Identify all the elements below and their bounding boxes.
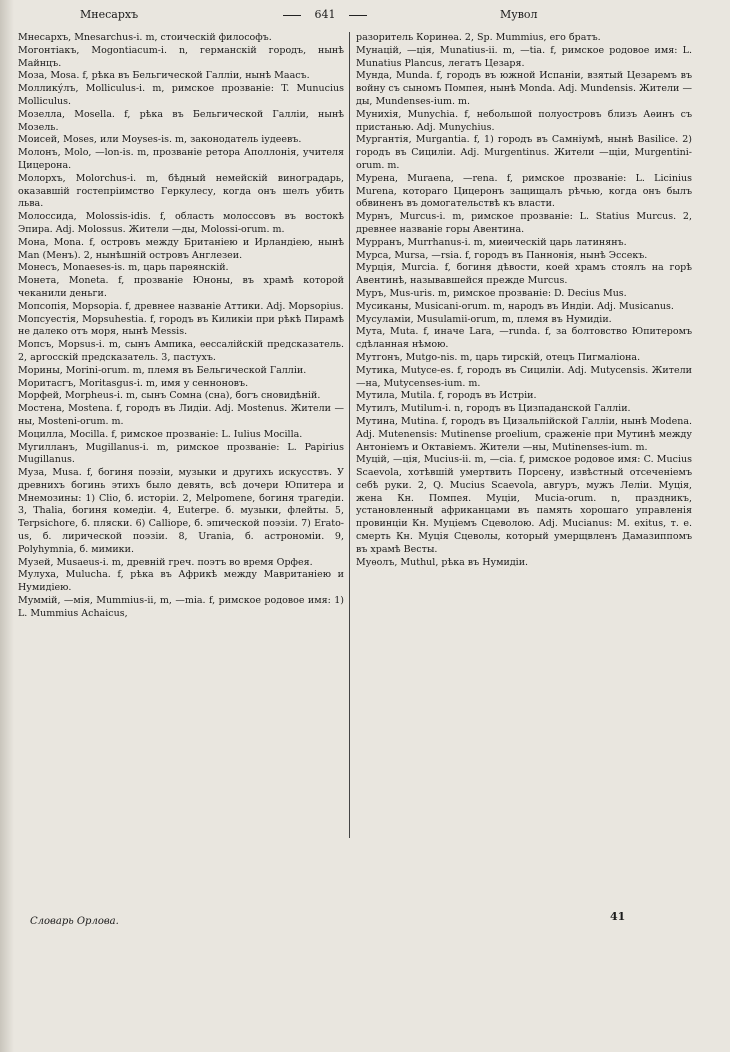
dictionary-entry: Морфей, Morpheus-i. m, сынъ Сомна (сна), богъ сновидѣній. bbox=[18, 390, 321, 402]
dictionary-entry: Мопсуестія, Mopsuhestia. f, городъ въ Киликіи при рѣкѣ Пирамѣ не далеко отъ моря, нынѣ Messis. bbox=[18, 313, 344, 338]
header-left-word: Мнесархъ bbox=[80, 8, 139, 21]
dictionary-entry: Мута, Muta. f, иначе Lara, —runda. f, за болтовство Юпитеромъ сдѣланная нѣмою. bbox=[356, 326, 692, 351]
left-column bbox=[18, 32, 344, 621]
dictionary-entry: Мутина, Mutina. f, городъ въ Цизальпійской Галліи, нынѣ Modena. Adj. Mutenensis: Mutinense proelium, сраженіе при Мутинѣ между Антоніемъ и Октавіемъ. Жители —ны, Mutinenses-ium. m. bbox=[356, 415, 692, 453]
dictionary-entry: Мона, Mona. f, островъ между Британіею и Ирландіею, нынѣ Man (Менъ). 2, нынѣшній островъ Англезеи. bbox=[18, 236, 344, 261]
dictionary-entry: Мнесархъ, Mnesarchus-i. m, стоическій философъ. bbox=[18, 32, 272, 43]
dictionary-entry: Мостена, Mostena. f, городъ въ Лидіи. Adj. Mostenus. Жители —ны, Mosteni-orum. m. bbox=[18, 403, 344, 427]
dictionary-entry: Мутила, Mutila. f, городъ въ Истріи. bbox=[356, 390, 537, 402]
header-page-number: 641 bbox=[275, 8, 375, 21]
dictionary-entry: разоритель Коринѳа. 2, Sp. Mummius, его братъ. bbox=[356, 32, 601, 43]
dictionary-entry: Мургантія, Murgantia. f, 1) городъ въ Самніумѣ, нынѣ Basilice. 2) городъ въ Сициліи. Adj. Murgentinus. Жители —щіи, Murgentini-orum. m. bbox=[356, 134, 692, 171]
dictionary-entry: Мунда, Munda. f, городъ въ южной Испаніи, взятый Цезаремъ въ войну съ сыномъ Помпея, нынѣ Monda. Adj. Mundensis. Жители —ды, Mundenses-ium. m. bbox=[356, 70, 692, 107]
footer-page-number: 41 bbox=[610, 910, 626, 923]
dictionary-entry: Мурнъ, Murcus-i. m, римское прозваніе: L. Statius Murcus. 2, древнее названіе горы Авентина. bbox=[356, 211, 692, 235]
dictionary-entry: Моритасгъ, Moritasgus-i. m, имя у сенноновъ. bbox=[18, 377, 249, 389]
dictionary-entry: Мопсъ, Mopsus-i. m, сынъ Ампика, ѳессалійскій предсказатель. 2, аргосскій предсказатель. 3, пастухъ. bbox=[18, 339, 344, 363]
dictionary-entry: Мурранъ, Murrhanus-i. m, миѳическій царь латинянъ. bbox=[356, 236, 627, 248]
dictionary-entry: Молорхъ, Molorchus-i. m, бѣдный немейскій виноградарь, оказавшій гостепріимство Геркулесу, когда онъ шелъ убить льва. bbox=[18, 172, 344, 210]
dictionary-entry: Моисей, Moses, или Moyses-is. m, законодатель іудеевъ. bbox=[18, 134, 302, 146]
dictionary-entry: Муцій, —ція, Mucius-ii. m, —cia. f, римское родовое имя: C. Mucius Scaevola, хотѣвшій умертвить Порсену, извѣстный отсеченіемъ себѣ руки. 2, Q. Mucius Scaevola, авгуръ, мужъ Леліи. Муція, жена Кн. Помпея. Муціи, Mucia-orum. n, праздникъ, установленный африканцами въ память хорошаго управленія провинціи Кн. Муціемъ Сцеволою. Adj. Mucianus: M. exitus, т. е. смерть Кн. Муція Сцеволы, который умерщвленъ Дамазиппомъ въ храмѣ Весты. bbox=[356, 454, 692, 555]
footer-publisher: Словарь Орлова. bbox=[30, 916, 119, 927]
dictionary-entry: Мутика, Mutyce-es. f, городъ въ Сициліи. Adj. Mutycensis. Жители —на, Mutycenses-ium. m. bbox=[356, 364, 692, 389]
dictionary-entry: Муза, Musa. f, богиня поэзіи, музыки и другихъ искусствъ. У древнихъ богинь этихъ было девять, всѣ дочери Юпитера и Мнемозины: 1) Clio, б. исторіи. 2, Melpomene, богиня трагедіи. 3, Thalia, богиня комедіи. 4, Euterpe. б. музыки, флейты. 5, Terpsichore, б. пляски. 6) Calliope, б. эпической поэзіи. 7) Erato-us, б. лирической поэзіи. 8, Urania, б. астрономіи. 9, Polyhymnia, б. мимики. bbox=[18, 467, 344, 555]
dictionary-entry: Мутилъ, Mutilum-i. n, городъ въ Цизпаданской Галліи. bbox=[356, 403, 631, 415]
dictionary-entry: Молонъ, Molo, —lon-is. m, прозваніе ретора Аполлонія, учителя Цицерона. bbox=[18, 147, 344, 171]
dictionary-entry: Морины, Morini-orum. m, племя въ Бельгической Галліи. bbox=[18, 364, 307, 376]
dictionary-entry: Мурена, Muraena, —rena. f, римское прозваніе: L. Licinius Murena, котораго Цицеронъ защищалъ рѣчью, когда онъ былъ обвиненъ въ домогательствѣ къ власти. bbox=[356, 172, 692, 210]
dictionary-entry: Моцилла, Mocilla. f, римское прозваніе: L. Iulius Mocilla. bbox=[18, 428, 303, 440]
dictionary-entry: Мурція, Murcia. f, богиня дѣвости, коей храмъ стоялъ на горѣ Авентинѣ, называвшейся прежде Murcus. bbox=[356, 262, 692, 287]
right-column bbox=[356, 32, 692, 569]
dictionary-entry: Могонтіакъ, Mogontiacum-i. n, германскій городъ, нынѣ Майнцъ. bbox=[18, 44, 344, 69]
dictionary-entry: Муръ, Mus-uris. m, римское прозваніе: D. Decius Mus. bbox=[356, 287, 627, 299]
dictionary-entry: Мутгонъ, Mutgo-nis. m, царь тирскій, отецъ Пигмаліона. bbox=[356, 351, 641, 363]
page-header bbox=[20, 6, 710, 24]
dictionary-entry: Муммій, —мія, Mummius-ii, m, —mia. f, римское родовое имя: 1) L. Mummius Achaicus, bbox=[18, 595, 344, 619]
dictionary-entry: Мунихія, Munychia. f, небольшой полуостровъ близъ Аѳинъ съ пристанью. Adj. Munychius. bbox=[356, 108, 692, 133]
dictionary-entry: Молоссида, Molossis-idis. f, область молоссовъ въ востокѣ Эпира. Adj. Molossus. Жители —ды, Molossi-orum. m. bbox=[18, 211, 344, 235]
dictionary-entry: Моза, Mosa. f, рѣка въ Бельгической Галліи, нынѣ Маасъ. bbox=[18, 70, 310, 82]
dictionary-entry: Мурса, Mursa, —rsia. f, городъ въ Паннонія, нынѣ Эссекъ. bbox=[356, 249, 648, 261]
dictionary-entry: Мусиканы, Musicani-orum. m, народъ въ Индіи. Adj. Musicanus. bbox=[356, 300, 674, 312]
dictionary-entry: Моллику́лъ, Molliculus-i. m, римское прозваніе: T. Munucius Molliculus. bbox=[18, 83, 344, 107]
dictionary-entry: Мусуламіи, Musulamii-orum, m, племя въ Нумидіи. bbox=[356, 313, 612, 325]
dictionary-entry: Монесъ, Monaeses-is. m, царь парѳянскій. bbox=[18, 262, 229, 274]
dictionary-entry: Мозелла, Mosella. f, рѣка въ Бельгической Галліи, нынѣ Мозель. bbox=[18, 108, 344, 133]
column-divider bbox=[349, 32, 350, 838]
dictionary-entry: Муѳолъ, Muthul, рѣка въ Нумидіи. bbox=[356, 556, 529, 568]
dictionary-entry: Мугилланъ, Mugillanus-i. m, римское прозваніе: L. Papirius Mugillanus. bbox=[18, 441, 344, 466]
header-right-word: Мувол bbox=[500, 8, 538, 21]
dictionary-entry: Мопсопія, Mopsopia. f, древнее названіе Аттики. Adj. Mopsopius. bbox=[18, 300, 344, 312]
dictionary-entry: Мулуха, Mulucha. f, рѣка въ Африкѣ между Мавританіею и Нумидіею. bbox=[18, 569, 344, 594]
dictionary-entry: Мунацій, —ція, Munatius-ii. m, —tia. f, римское родовое имя: L. Munatius Plancus, легатъ Цезаря. bbox=[356, 44, 692, 69]
dictionary-entry: Музей, Musaeus-i. m, древній греч. поэтъ во время Орфея. bbox=[18, 556, 313, 568]
dictionary-entry: Монета, Moneta. f, прозваніе Юноны, въ храмѣ которой чеканили деньги. bbox=[18, 275, 344, 299]
